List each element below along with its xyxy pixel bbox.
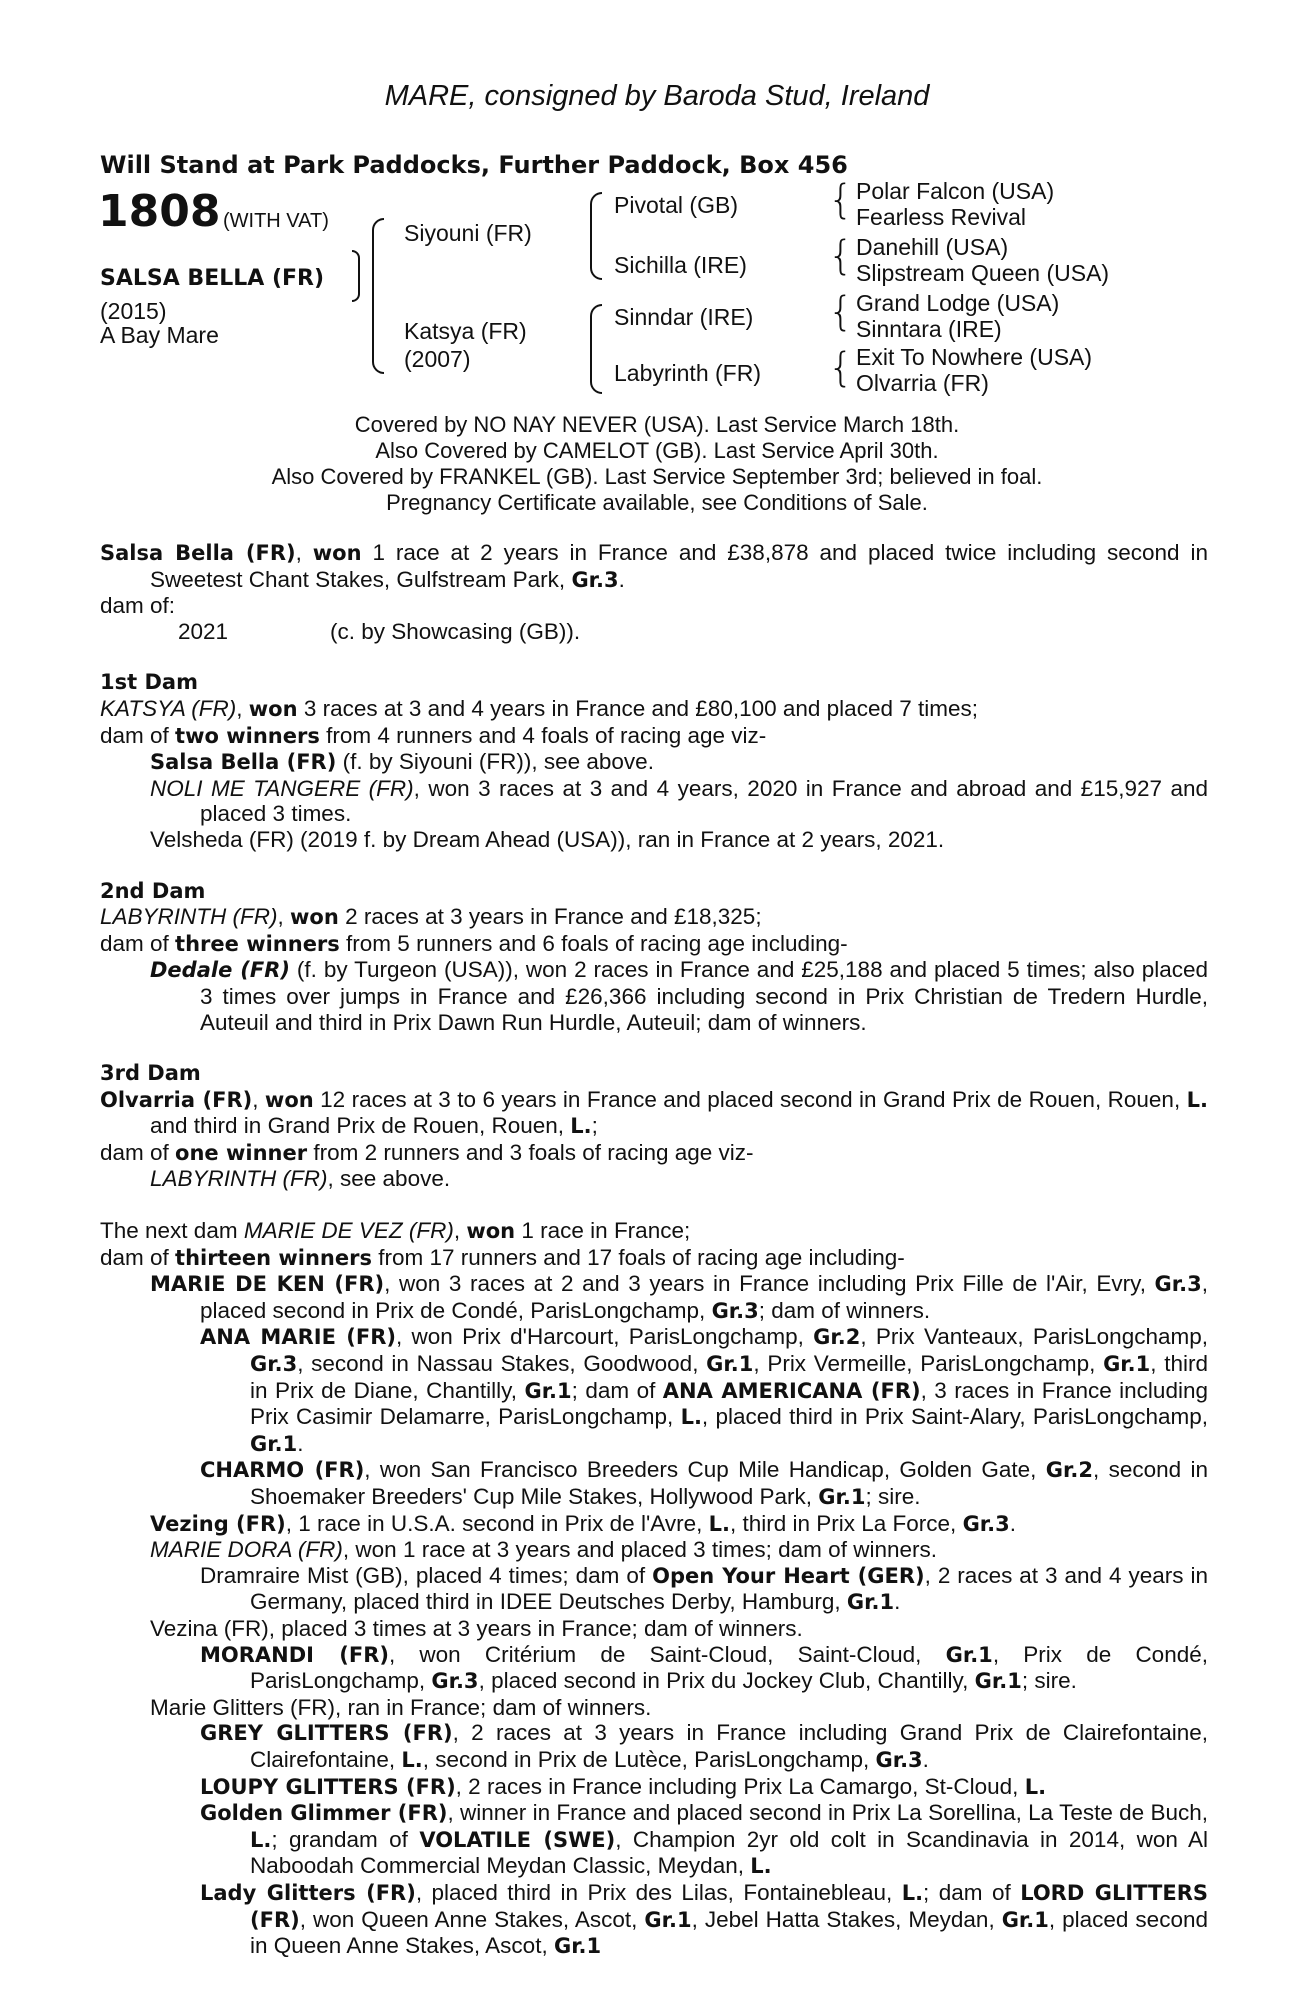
progeny-entry: Vezina (FR), placed 3 times at 3 years in France; dam of winners. [150,1615,803,1641]
progeny-entry: GREY GLITTERS (FR), 2 races at 3 years in France including Grand Prix de Clairefontaine, Clairefontaine, L., second in Prix de Lutèce, ParisLongchamp, Gr.3. [200,1720,1208,1772]
progeny-row: 2021 (c. by Showcasing (GB)). [178,618,581,644]
covering-line: Also Covered by FRANKEL (GB). Last Service September 3rd; believed in foal. [271,464,1043,489]
progeny-entry: LOUPY GLITTERS (FR), 2 races in France including Prix La Camargo, St-Cloud, L. [200,1773,1047,1799]
pedigree-gen3: Sinntara (IRE) [856,316,1002,342]
dam-record: KATSYA (FR), won 3 races at 3 and 4 years in France and £80,100 and placed 7 times; [100,695,978,721]
progeny-entry: Marie Glitters (FR), ran in France; dam of winners. [150,1694,652,1720]
covering-line: Also Covered by CAMELOT (GB). Last Service April 30th. [375,438,939,463]
pedigree-bracket [352,250,360,302]
progeny-entry: Dramraire Mist (GB), placed 4 times; dam of Open Your Heart (GER), 2 races at 3 and 4 years in Germany, placed third in IDEE Deutsches Derby, Hamburg, Gr.1. [200,1562,1208,1615]
progeny-entry: Golden Glimmer (FR), winner in France and placed second in Prix La Sorellina, La Teste de Buch, L.; grandam of VOLATILE (SWE), Champion 2yr old colt in Scandinavia in 2014, won Al Naboodah Commercial Meydan Classic, Meydan, L. [200,1800,1208,1879]
pedigree-bracket [590,304,602,394]
pedigree-dam-sire: Sinndar (IRE) [614,304,754,330]
vat-note: (WITH VAT) [223,210,329,232]
progeny-entry: ANA MARIE (FR), won Prix d'Harcourt, ParisLongchamp, Gr.2, Prix Vanteaux, ParisLongchamp, Gr.3, second in Nassau Stakes, Goodwood, Gr.1, Prix Vermeille, ParisLongchamp, Gr.1, third in Prix de Diane, Chantilly, Gr.1; dam of ANA AMERICANA (FR), 3 races in France including Prix Casimir Delamarre, ParisLongchamp, L., placed third in Prix Saint-Alary, ParisLongchamp, Gr.1. [200,1324,1208,1456]
progeny-entry: MARIE DORA (FR), won 1 race at 3 years and placed 3 times; dam of winners. [150,1537,937,1563]
progeny-entry: Vezing (FR), 1 race in U.S.A. second in Prix de l'Avre, L., third in Prix La Force, Gr.3. [150,1510,1017,1536]
pedigree-sire-sire: Pivotal (GB) [614,192,738,218]
stand-location: Will Stand at Park Paddocks, Further Paddock, Box 456 [100,151,848,179]
catalogue-body [100,540,1208,1960]
dam-record: The next dam MARIE DE VEZ (FR), won 1 race in France; [100,1218,691,1244]
pedigree-bracket [372,218,384,374]
progeny-entry: CHARMO (FR), won San Francisco Breeders Cup Mile Handicap, Golden Gate, Gr.2, second in Shoemaker Breeders' Cup Mile Stakes, Hollywood Park, Gr.1; sire. [200,1457,1208,1509]
covering-line: Covered by NO NAY NEVER (USA). Last Service March 18th. [354,412,960,437]
horse-name: SALSA BELLA (FR) [100,266,325,291]
dam-produce-summary: dam of three winners from 5 runners and 6 foals of racing age including- [100,930,848,956]
progeny-entry: MORANDI (FR), won Critérium de Saint-Cloud, Saint-Cloud, Gr.1, Prix de Condé, ParisLongchamp, Gr.3, placed second in Prix du Jockey Club, Chantilly, Gr.1; sire. [200,1641,1208,1694]
pedigree-brace: { [828,177,854,223]
dam-produce-summary: dam of two winners from 4 runners and 4 foals of racing age viz- [100,722,767,748]
progeny-entry: Salsa Bella (FR) (f. by Siyouni (FR)), see above. [150,749,654,775]
pedigree-gen3: Slipstream Queen (USA) [856,260,1110,286]
horse-record: Salsa Bella (FR), won 1 race at 2 years in France and £38,878 and placed twice including second in Sweetest Chant Stakes, Gulfstream Park, Gr.3. [100,540,1208,592]
pedigree-gen3: Polar Falcon (USA) [856,178,1055,204]
pedigree-dam-year: (2007) [404,346,471,372]
progeny-entry: Dedale (FR) (f. by Turgeon (USA)), won 2 races in France and £25,188 and placed 5 times; also placed 3 times over jumps in France and £26,366 including second in Prix Christian de Tredern Hurdle, Auteuil and third in Prix Dawn Run Hurdle, Auteuil; dam of winners. [150,957,1209,1035]
pedigree-gen3: Fearless Revival [856,204,1026,230]
pedigree-gen3: Olvarria (FR) [856,370,989,396]
progeny-entry: MARIE DE KEN (FR), won 3 races at 2 and 3 years in France including Prix Fille de l'Air, Evry, Gr.3, placed second in Prix de Condé, ParisLongchamp, Gr.3; dam of winners. [150,1271,1209,1323]
covering-line: Pregnancy Certificate available, see Conditions of Sale. [386,490,928,515]
dam-produce-summary: dam of one winner from 2 runners and 3 foals of racing age viz- [100,1139,754,1165]
section-heading: 3rd Dam [100,1061,201,1086]
pedigree-sire: Siyouni (FR) [404,220,532,246]
pedigree-brace: { [828,345,854,391]
horse-year: (2015) [100,298,167,324]
dam-produce-summary: dam of thirteen winners from 17 runners and 17 foals of racing age including- [100,1244,905,1270]
pedigree-brace: { [828,289,854,335]
pedigree-brace: { [828,233,854,279]
progeny-entry: Velsheda (FR) (2019 f. by Dream Ahead (USA)), ran in France at 2 years, 2021. [150,826,945,852]
pedigree-dam: Katsya (FR) [404,318,527,344]
section-heading: 1st Dam [100,670,198,695]
progeny-entry: NOLI ME TANGERE (FR), won 3 races at 3 and 4 years, 2020 in France and abroad and £15,927 and placed 3 times. [150,775,1208,827]
horse-description: A Bay Mare [100,322,219,348]
pedigree-gen3: Danehill (USA) [856,234,1009,260]
progeny-entry: LABYRINTH (FR), see above. [150,1166,451,1192]
pedigree-bracket [590,192,602,280]
pedigree-dam-dam: Labyrinth (FR) [614,360,761,386]
dam-record: LABYRINTH (FR), won 2 races at 3 years in France and £18,325; [100,904,762,930]
dam-record: Olvarria (FR), won 12 races at 3 to 6 years in France and placed second in Grand Prix de Rouen, Rouen, L. and third in Grand Prix de Rouen, Rouen, L.; [100,1086,1208,1139]
progeny-entry: Lady Glitters (FR), placed third in Prix des Lilas, Fontainebleau, L.; dam of LORD GLITTERS (FR), won Queen Anne Stakes, Ascot, Gr.1, Jebel Hatta Stakes, Meydan, Gr.1, placed second in Queen Anne Stakes, Ascot, Gr.1 [200,1879,1208,1959]
pedigree-gen3: Exit To Nowhere (USA) [856,344,1093,370]
section-heading: 2nd Dam [100,878,206,903]
page-title: MARE, consigned by Baroda Stud, Ireland [384,80,930,112]
dam-of-label: dam of: [100,593,176,619]
lot-number: 1808 [98,186,221,237]
pedigree-gen3: Grand Lodge (USA) [856,290,1060,316]
pedigree-sire-dam: Sichilla (IRE) [614,252,747,278]
